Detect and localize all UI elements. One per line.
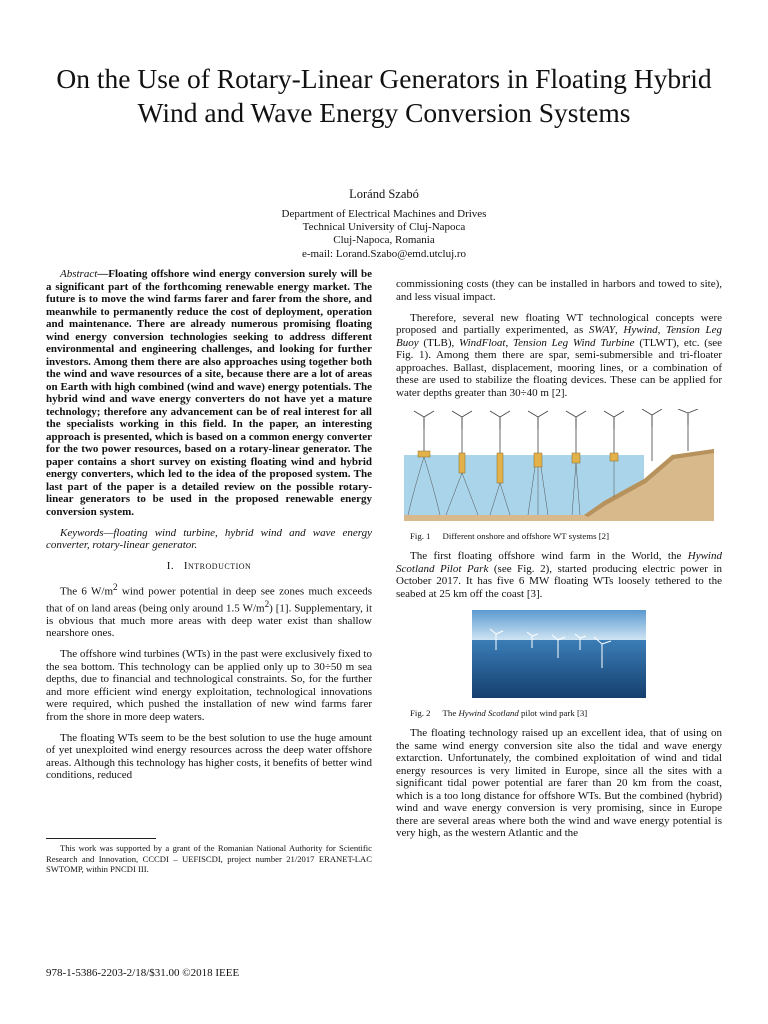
text-run: , (657, 324, 667, 336)
right-paragraph-continued: commissioning costs (they can be installed in harbors and towed to site), and less visual impact. (396, 278, 722, 303)
italic-run: Tension Leg Wind Turbine (513, 336, 635, 349)
italic-run: SWAY (588, 324, 615, 336)
abstract (46, 268, 372, 518)
right-paragraph-2 (396, 550, 722, 600)
figure-1-label: Fig. 1 (410, 530, 431, 541)
keywords-text: floating wind turbine, hybrid wind and wave energy converter, rotary-linear generator. (46, 526, 372, 551)
text-run: The first floating offshore wind farm in the World, the (410, 550, 688, 562)
paper-title: On the Use of Rotary-Linear Generators in Floating Hybrid Wind and Wave Energy Conversion Systems (56, 63, 712, 128)
figure-1 (396, 409, 722, 525)
italic-run: Hywind Scotland (458, 707, 519, 718)
right-column (396, 278, 722, 848)
keywords (46, 527, 372, 552)
text-run: , (505, 336, 514, 349)
section-heading-introduction (46, 560, 372, 573)
italic-run: Hywind Scotland Pilot Park (396, 550, 722, 575)
section-number: I. (166, 560, 175, 572)
italic-run: Hywind (623, 324, 658, 336)
figure-2-label: Fig. 2 (410, 707, 431, 718)
intro-paragraph-2: The offshore wind turbines (WTs) in the past were exclusively fixed to the sea bottom. This technology can be applied only up to 30÷50 m sea depths, due to financial and technological constraints. So, for the further and more efficient wind energy exploitation, technological innovations were required, which pushed the installation of new wind farms farer from the shore in more deep waters. (46, 648, 372, 723)
author-email: e-mail: Lorand.Szabo@emd.utcluj.ro (301, 247, 467, 260)
right-paragraph-1 (396, 312, 722, 400)
author-block (184, 186, 584, 261)
abstract-text: Floating offshore wind energy conversion surely will be a significant part of the forthcoming renewable energy market. The future is to move the wind farms farer and farer from the shore, and meanwhile to permanently reduce the cost of deployment, operation and maintenance. There are already numerous promising floating wind energy conversion technologies seeking to address different environmental and engineering challenges, and looking for further investors. Among them there are also approaches using together both the wind and wave resources of a site, because there are a lot of areas on Earth with high combined (wind and wave) energy potentials. The hybrid wind and wave energy converters do not have yet a mature technology; therefore any advancement can be of real interest for all the specialists working in this field. In the paper, an interesting approach is presented, which is based on a common energy converter for the two power resources, based on a rotary-linear generator. The paper contains a short survey on existing floating wind and hybrid energy converters, which led to the idea of the proposed system. The last part of the paper is a detailed review on the possible rotary-linear generators to be used in the proposed renewable energy conversion system. (46, 268, 372, 518)
affiliation-line-3: Cluj-Napoca, Romania (333, 234, 435, 247)
italic-run: Tension Leg Buoy (396, 324, 723, 349)
figure-2 (396, 610, 722, 702)
text-run: ) [1]. Supplementary, it is obvious that much more areas with deep water exist than shallow nearshore ones. (46, 602, 372, 640)
abstract-dash: — (97, 268, 109, 280)
text-run: The (442, 707, 459, 718)
keywords-dash: — (103, 526, 114, 539)
superscript: 2 (113, 581, 118, 592)
author-name: Loránd Szabó (349, 187, 419, 201)
isbn-line: 978-1-5386-2203-2/18/$31.00 ©2018 IEEE (46, 967, 240, 979)
affiliation-line-2: Technical University of Cluj-Napoca (302, 221, 466, 234)
text-run: wind power potential in deep see zones much exceeds that of on land areas (being only around 1.5 W/m (46, 585, 372, 615)
footnote (46, 838, 372, 875)
figure-2-caption (396, 708, 722, 719)
footnote-text: This work was supported by a grant of the Romanian National Authority for Scientific Research and Innovation, CCCDI – UEFISCDI, project number 21/2017 ERANET-LAC SWTOMP, within PNCDI III. (46, 843, 372, 874)
text-run: , (615, 324, 624, 336)
wt-systems-diagram (404, 409, 714, 521)
text-run: (TLB), (418, 336, 460, 349)
superscript: 2 (264, 598, 270, 609)
right-paragraph-3: The floating technology raised up an excellent idea, that of using on the same wind energy conversion site also the tidal and wave energy extarction. Unfortunately, the combined exploitation of wind and tidal energy resources is very limited in Europe, since all the sites with a significant tidal power potential are farer than 20 km from the coast, which is a too long distance for offshore WTs. But the combined (hybrid) wind and wave energy conversion is very promising, since in Europe there are several areas where both the wind and wave energy potential is very high, as the western Atlantic and the (396, 727, 722, 839)
text-run: (TLWT), etc. (see Fig. 1). Among them there are spar, semi-submersible and tri-floater approaches. Ballast, displacement, mooring lines, or a combination of these are used to stabilize the floating devices. These can be applied for water depths greater than 30÷40 m [2]. (396, 336, 722, 399)
text-run: (see Fig. 2), started producing electric power in October 2017. It has five 6 MW floating WTs loosely tethered to the seabed at 25 km off the coast [3]. (396, 562, 723, 600)
affiliation-line-1: Department of Electrical Machines and Drives (281, 208, 487, 220)
text-run: pilot wind park [3] (518, 707, 588, 718)
text-run: The 6 W/m (60, 585, 114, 598)
intro-paragraph-1 (46, 581, 372, 640)
left-column (46, 268, 372, 790)
section-title: Introduction (183, 560, 252, 572)
intro-paragraph-3: The floating WTs seem to be the best solution to use the huge amount of yet unexploited wind energy resources across the deep water offshore areas. Although this technology has higher costs, it benefits of better wind conditions, reduced (46, 731, 372, 782)
italic-run: WindFloat (459, 336, 506, 349)
text-run: Therefore, several new floating WT technological concepts were proposed and partially experimented, as (396, 311, 722, 336)
figure-1-caption (396, 531, 722, 542)
abstract-lead: Abstract (60, 268, 98, 280)
wind-park-photo (472, 610, 646, 698)
keywords-lead: Keywords (60, 526, 104, 539)
figure-1-caption-text: Different onshore and offshore WT systems [2] (442, 530, 610, 541)
